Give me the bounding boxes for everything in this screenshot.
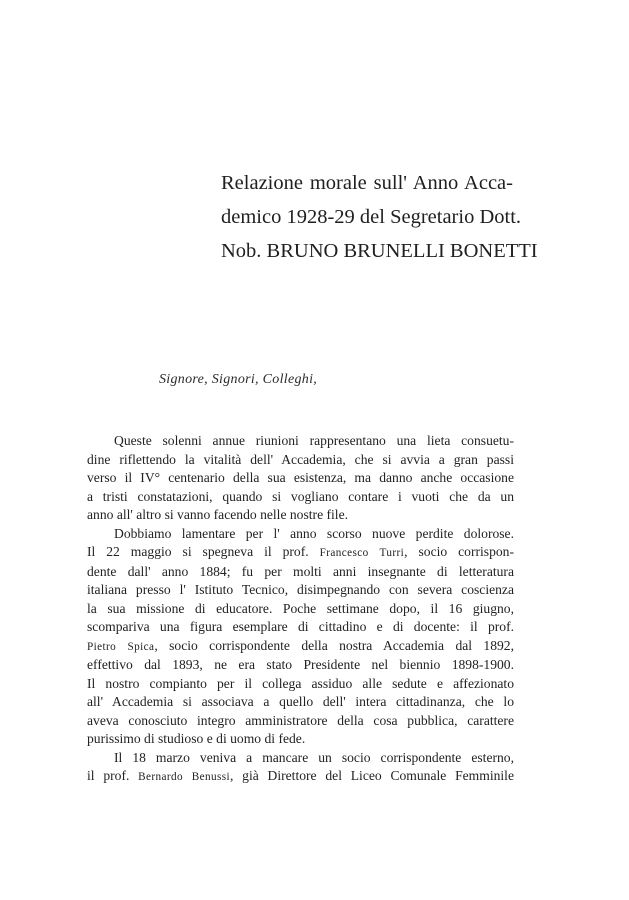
text-line: Queste solenni annue riunioni rappresentano una lieta consuetu- bbox=[114, 433, 514, 448]
text-line: scompariva una figura esemplare di cittadino e di docente: il prof. bbox=[87, 619, 514, 634]
body-text bbox=[87, 432, 514, 787]
text-fragment bbox=[369, 544, 380, 559]
text-line: anno all' altro si vanno facendo nelle nostre file. bbox=[87, 507, 349, 522]
text-fragment bbox=[116, 638, 127, 653]
text-line: all' Accademia si associava a quello dell' intera cittadinanza, che lo bbox=[87, 694, 514, 709]
person-name: Bernardo bbox=[138, 771, 183, 783]
person-name: Francesco bbox=[319, 547, 369, 559]
text-fragment: Il 22 maggio si spegneva il prof. bbox=[87, 544, 320, 559]
title-line: Nob. BRUNO BRUNELLI BONETTI bbox=[221, 240, 538, 262]
text-fragment: , socio corrispondente della nostra Accademia dal 1892, bbox=[154, 637, 514, 653]
person-name: Benussi bbox=[191, 771, 230, 783]
text-line bbox=[87, 767, 514, 787]
text-line: verso il IV° centenario della sua esistenza, ma danno anche occasione bbox=[87, 470, 514, 485]
salutation: Signore, Signori, Colleghi, bbox=[159, 372, 318, 387]
text-fragment bbox=[183, 768, 192, 783]
text-line: la sua missione di educatore. Poche settimane dopo, il 16 giugno, bbox=[87, 600, 514, 616]
person-name: Turri bbox=[379, 547, 405, 559]
text-fragment: , già Direttore del Liceo Comunale Femminile bbox=[229, 768, 514, 783]
text-line: effettivo dal 1893, ne era stato Presidente nel biennio 1898-1900. bbox=[87, 657, 514, 672]
text-line bbox=[87, 543, 514, 563]
title-line: demico 1928-29 del Segretario Dott. bbox=[221, 206, 522, 228]
text-line: dente dall' anno 1884; fu per molti anni insegnante di letteratura bbox=[87, 563, 514, 579]
text-line: Il 18 marzo veniva a mancare un socio corrispondente esterno, bbox=[114, 749, 514, 765]
person-name: Pietro bbox=[87, 640, 117, 653]
text-line bbox=[87, 637, 514, 657]
text-fragment: , socio corrispon- bbox=[404, 544, 514, 559]
document-title bbox=[221, 166, 538, 268]
text-fragment: il prof. bbox=[87, 768, 139, 783]
text-line: aveva conosciuto integro amministratore della cosa pubblica, carattere bbox=[87, 712, 514, 728]
text-line: Dobbiamo lamentare per l' anno scorso nuove perdite dolorose. bbox=[114, 525, 514, 541]
text-line: Il nostro compianto per il collega assiduo alle sedute e affezionato bbox=[87, 675, 514, 691]
text-line: purissimo di studioso e di uomo di fede. bbox=[87, 731, 306, 746]
person-name: Spica bbox=[127, 640, 155, 653]
text-line: dine riflettendo la vitalità dell' Accademia, che si avvia a gran passi bbox=[87, 451, 514, 467]
text-line: a tristi constatazioni, quando si vogliano contare i vuoti che da un bbox=[87, 488, 514, 504]
title-line: Relazione morale sull' Anno Acca- bbox=[221, 172, 513, 194]
text-line: italiana presso l' Istituto Tecnico, disimpegnando con severa coscienza bbox=[87, 582, 514, 597]
